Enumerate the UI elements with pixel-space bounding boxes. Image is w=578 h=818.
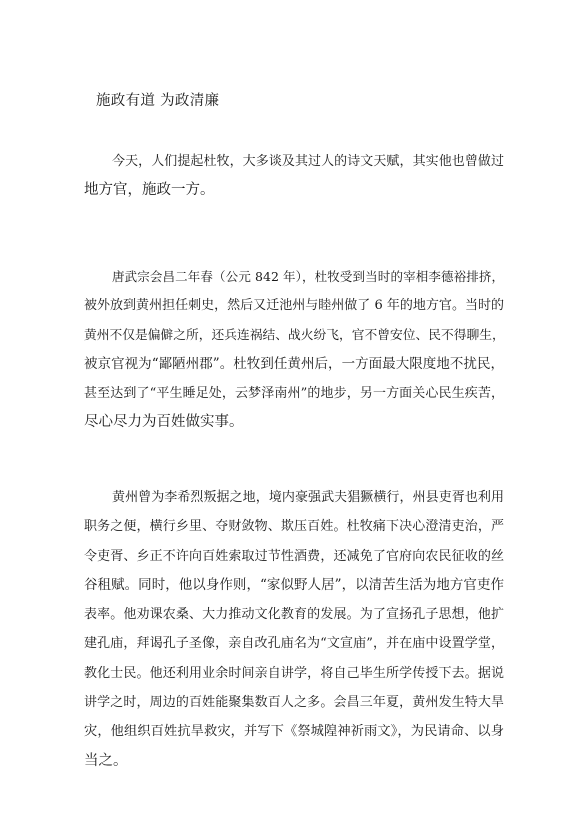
- paragraph-line: 表率。他劝课农桑、大力推动文化教育的发展。为了宣扬孔子思想，他扩: [84, 607, 504, 623]
- paragraph-line: 职务之便，横行乡里、夺财敛物、欺压百姓。杜牧痛下决心澄清吏治，严: [84, 519, 504, 535]
- paragraph-line: 建孔庙，拜谒孔子圣像，亲自改孔庙名为“文宣庙”，并在庙中设置学堂，: [84, 636, 504, 652]
- paragraph-line: 教化士民。他还利用业余时间亲自讲学，将自己毕生所学传授下去。据说: [84, 665, 504, 681]
- paragraph-line: 黄州曾为李希烈叛据之地，境内豪强武夫猖獗横行，州县吏胥也利用: [112, 490, 504, 505]
- paragraph-line: 谷租赋。同时，他以身作则，“家似野人居”，以清苦生活为地方官吏作: [84, 576, 504, 593]
- paragraph-governance: [84, 483, 504, 776]
- paragraph-huangzhou-appointment: [84, 262, 504, 438]
- paragraph-line: 甚至达到了“平生睡足处，云梦泽南州”的地步，另一方面关心民生疾苦，: [84, 386, 504, 402]
- paragraph-line: 令吏胥、乡正不许向百姓索取过节性酒费，还减免了官府向农民征收的丝: [84, 548, 504, 564]
- paragraph-line: 被外放到黄州担任刺史，然后又迁池州与睦州做了 6 年的地方官。当时的: [84, 298, 504, 314]
- paragraph-line: 讲学之时，周边的百姓能聚集数百人之多。会昌三年夏，黄州发生特大旱: [84, 695, 504, 711]
- paragraph-line: 唐武宗会昌二年春（公元 842 年），杜牧受到当时的宰相李德裕排挤，: [112, 269, 504, 284]
- paragraph-intro: [84, 147, 504, 206]
- paragraph-line: 今天，人们提起杜牧，大多谈及其过人的诗文天赋，其实他也曾做过: [112, 154, 504, 169]
- paragraph-line: 灾，他组织百姓抗旱救灾，并写下《祭城隍神祈雨文》，为民请命、以身: [84, 724, 504, 740]
- paragraph-line: 被京官视为“鄙陋州郡”。杜牧到任黄州后，一方面最大限度地不扰民，: [84, 355, 504, 372]
- page-title: 施政有道 为政清廉: [96, 93, 220, 109]
- paragraph-line: 尽心尽力为百姓做实事。: [84, 414, 244, 431]
- paragraph-line: 当之。: [84, 752, 128, 769]
- paragraph-line: 黄州不仅是偏僻之所，还兵连祸结、战火纷飞，官不曾安位、民不得聊生，: [84, 327, 505, 343]
- paragraph-line: 地方官，施政一方。: [84, 182, 215, 199]
